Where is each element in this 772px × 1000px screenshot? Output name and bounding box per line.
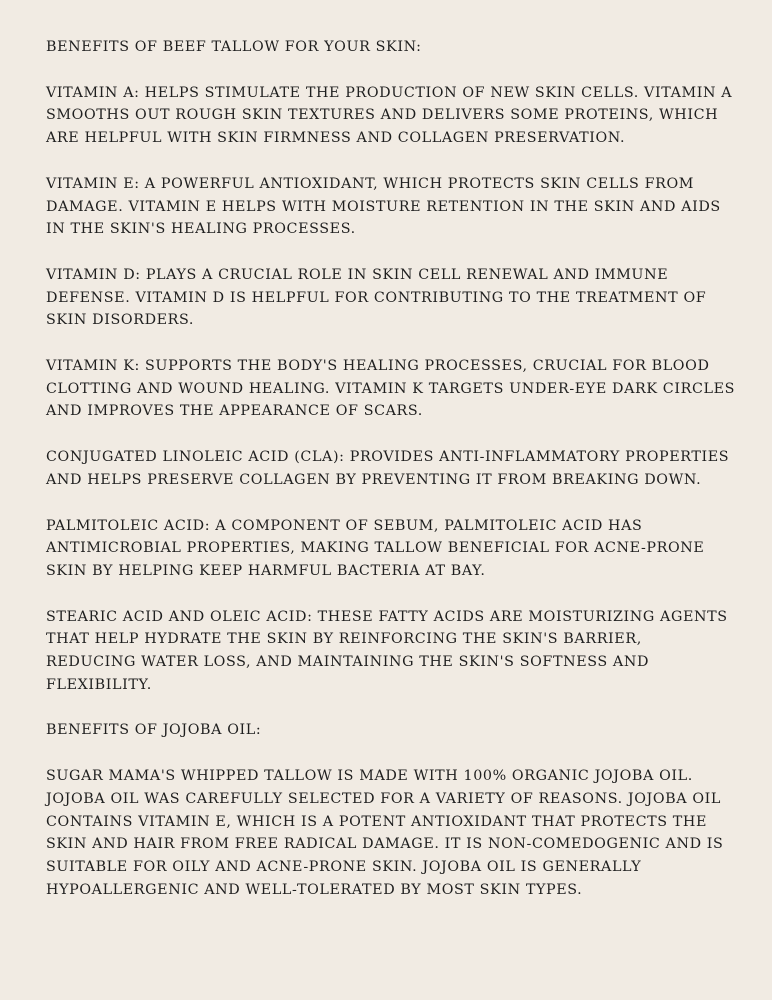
vitamin-a-paragraph: VITAMIN A: HELPS STIMULATE THE PRODUCTION OF NEW SKIN CELLS. VITAMIN A SMOOTHS OUT ROUGH SKIN TEXTURES AND DELIVERS SOME PROTEINS, WHICH ARE HELPFUL WITH SKIN FIRMNESS AND COLLAGEN PRESERVATION. bbox=[46, 84, 733, 147]
jojoba-oil-paragraph: SUGAR MAMA'S WHIPPED TALLOW IS MADE WITH 100% ORGANIC JOJOBA OIL. JOJOBA OIL WAS CAREFULLY SELECTED FOR A VARIETY OF REASONS. JOJOBA OIL CONTAINS VITAMIN E, WHICH IS A POTENT ANTIOXIDANT THAT PROTECTS THE SKIN AND HAIR FROM FREE RADICAL DAMAGE. IT IS NON-COMEDOGENIC AND IS SUITABLE FOR OILY AND ACNE-PRONE SKIN. JOJOBA OIL IS GENERALLY HYPOALLERGENIC AND WELL-TOLERATED BY MOST SKIN TYPES. bbox=[46, 768, 724, 898]
palmitoleic-acid-paragraph: PALMITOLEIC ACID: A COMPONENT OF SEBUM, PALMITOLEIC ACID HAS ANTIMICROBIAL PROPERTIES, MAKING TALLOW BENEFICIAL FOR ACNE-PRONE SKIN BY HELPING KEEP HARMFUL BACTERIA AT BAY. bbox=[46, 517, 705, 579]
stearic-oleic-acid-paragraph: STEARIC ACID AND OLEIC ACID: THESE FATTY ACIDS ARE MOISTURIZING AGENTS THAT HELP HYDRATE THE SKIN BY REINFORCING THE SKIN'S BARRIER, REDUCING WATER LOSS, AND MAINTAINING THE SKIN'S SOFTNESS AND FLEXIBILITY. bbox=[46, 608, 728, 693]
jojoba-benefits-heading: BENEFITS OF JOJOBA OIL: bbox=[46, 722, 262, 739]
vitamin-e-paragraph: VITAMIN E: A POWERFUL ANTIOXIDANT, WHICH PROTECTS SKIN CELLS FROM DAMAGE. VITAMIN E HELPS WITH MOISTURE RETENTION IN THE SKIN AND AIDS IN THE SKIN'S HEALING PROCESSES. bbox=[46, 175, 721, 238]
vitamin-d-paragraph: VITAMIN D: PLAYS A CRUCIAL ROLE IN SKIN CELL RENEWAL AND IMMUNE DEFENSE. VITAMIN D IS HELPFUL FOR CONTRIBUTING TO THE TREATMENT OF SKIN DISORDERS. bbox=[46, 266, 707, 329]
document-page bbox=[46, 36, 736, 924]
vitamin-k-paragraph: VITAMIN K: SUPPORTS THE BODY'S HEALING PROCESSES, CRUCIAL FOR BLOOD CLOTTING AND WOUND HEALING. VITAMIN K TARGETS UNDER-EYE DARK CIRCLES AND IMPROVES THE APPEARANCE OF SCARS. bbox=[46, 358, 736, 420]
tallow-benefits-heading: BENEFITS OF BEEF TALLOW FOR YOUR SKIN: bbox=[46, 39, 422, 55]
cla-paragraph: CONJUGATED LINOLEIC ACID (CLA): PROVIDES ANTI-INFLAMMATORY PROPERTIES AND HELPS PRESERVE COLLAGEN BY PREVENTING IT FROM BREAKING DOWN. bbox=[46, 449, 730, 488]
